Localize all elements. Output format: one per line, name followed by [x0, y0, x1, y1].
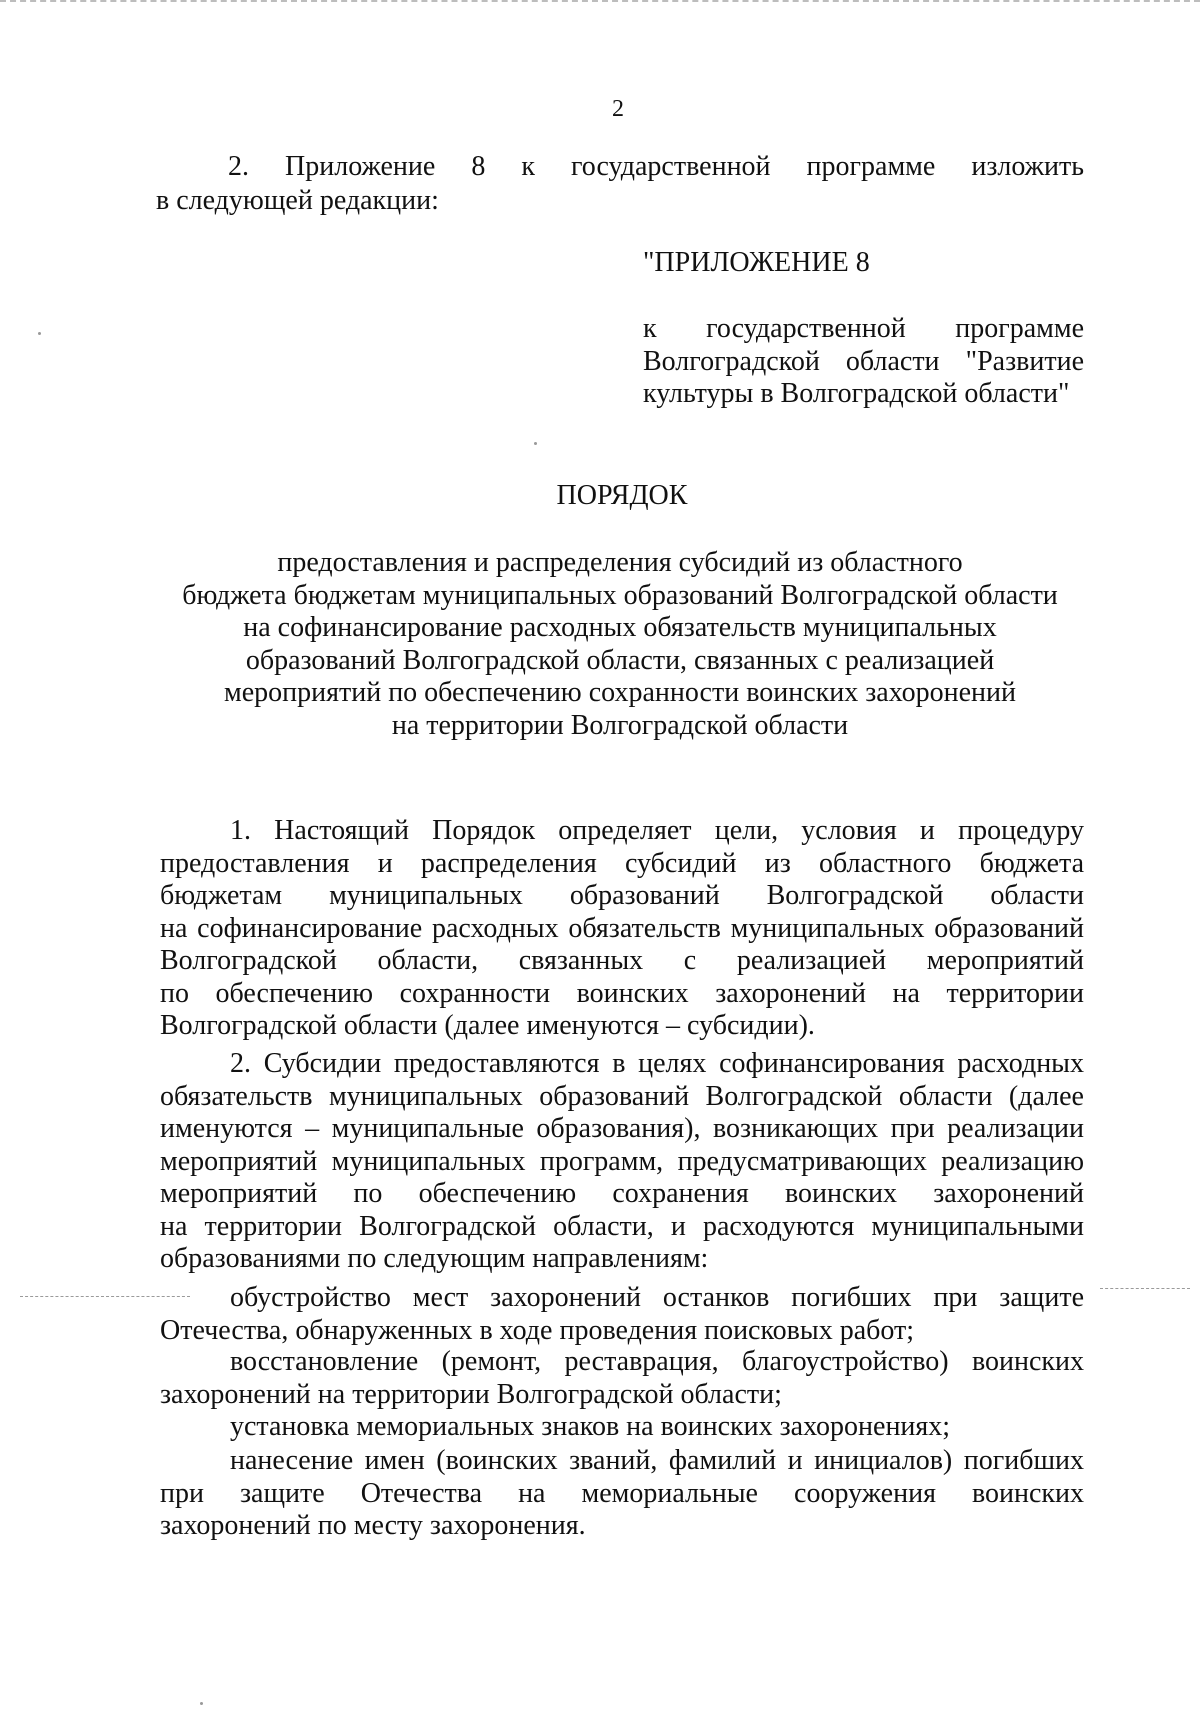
paragraph-line: мероприятий по обеспечению сохранения воинских захоронений: [160, 1178, 1084, 1209]
appendix-subtitle: [643, 313, 1084, 411]
paragraph-line: обязательств муниципальных образований Волгоградской области (далее: [160, 1080, 1084, 1112]
document-subtitle-line: образований Волгоградской области, связанных с реализацией: [245, 644, 995, 676]
document-subtitle-line: на территории Волгоградской области: [391, 709, 849, 741]
paragraph-1: [160, 815, 1084, 1043]
paragraph-line: установка мемориальных знаков на воинских захоронениях;: [230, 1411, 951, 1442]
appendix-subtitle-line: культуры в Волгоградской области": [643, 378, 1070, 409]
list-item-reburial: [160, 1282, 1084, 1347]
paragraph-2: [160, 1048, 1084, 1276]
paragraph-line: нанесение имен (воинских званий, фамилий и инициалов) погибших: [230, 1445, 1084, 1476]
document-subtitle-line: мероприятий по обеспечению сохранности воинских захоронений: [224, 677, 1016, 708]
paragraph-line: Отечества, обнаруженных в ходе проведения поисковых работ;: [160, 1314, 915, 1346]
appendix-subtitle-line: Волгоградской области "Развитие: [643, 345, 1084, 377]
paragraph-line: на софинансирование расходных обязательств муниципальных образований: [160, 912, 1084, 944]
paragraph-line: захоронений на территории Волгоградской области;: [160, 1378, 782, 1410]
document-subtitle-line: на софинансирование расходных обязательств муниципальных: [243, 612, 997, 643]
document-subtitle-line: предоставления и распределения субсидий из областного: [277, 547, 963, 578]
document-subtitle-line: бюджета бюджетам муниципальных образований Волгоградской области: [182, 579, 1058, 611]
appendix-title: "ПРИЛОЖЕНИЕ 8: [643, 247, 870, 278]
paragraph-line: по обеспечению сохранности воинских захоронений на территории: [160, 977, 1084, 1009]
scan-top-border: [0, 0, 1200, 6]
intro-line-1: 2. Приложение 8 к государственной программе изложить: [228, 151, 1084, 182]
scan-artifact-left: [20, 1296, 190, 1298]
list-item-names: [160, 1445, 1084, 1543]
paragraph-line: мероприятий муниципальных программ, предусматривающих реализацию: [160, 1145, 1084, 1177]
page-number: 2: [612, 96, 624, 122]
paragraph-line: при защите Отечества на мемориальные сооружения воинских: [160, 1477, 1084, 1509]
paragraph-line: 2. Субсидии предоставляются в целях софинансирования расходных: [230, 1048, 1084, 1079]
paragraph-line: Волгоградской области (далее именуются – субсидии).: [160, 1010, 815, 1041]
paragraph-line: 1. Настоящий Порядок определяет цели, условия и процедуру: [230, 815, 1084, 846]
paragraph-line: на территории Волгоградской области, и расходуются муниципальными: [160, 1210, 1084, 1242]
scan-speck: [534, 442, 537, 445]
scan-speck: [38, 332, 41, 335]
paragraph-line: восстановление (ремонт, реставрация, благоустройство) воинских: [230, 1346, 1084, 1377]
paragraph-line: обустройство мест захоронений останков погибших при защите: [230, 1282, 1084, 1313]
intro-line-2: в следующей редакции:: [156, 185, 439, 216]
paragraph-line: захоронений по месту захоронения.: [160, 1510, 586, 1541]
document-title: ПОРЯДОК: [556, 480, 688, 511]
list-item-memorial-signs: [160, 1411, 1084, 1444]
document-subtitle: [150, 547, 1090, 742]
paragraph-line: образованиями по следующим направлениям:: [160, 1243, 709, 1274]
paragraph-line: Волгоградской области, связанных с реализацией мероприятий: [160, 945, 1084, 976]
appendix-subtitle-line: к государственной программе: [643, 313, 1084, 344]
paragraph-line: именуются – муниципальные образования), возникающих при реализации: [160, 1113, 1084, 1144]
scan-speck: [200, 1702, 203, 1705]
scan-artifact-right: [1100, 1288, 1190, 1290]
paragraph-line: бюджетам муниципальных образований Волгоградской области: [160, 880, 1084, 911]
list-item-restoration: [160, 1346, 1084, 1411]
paragraph-line: предоставления и распределения субсидий из областного бюджета: [160, 847, 1084, 879]
